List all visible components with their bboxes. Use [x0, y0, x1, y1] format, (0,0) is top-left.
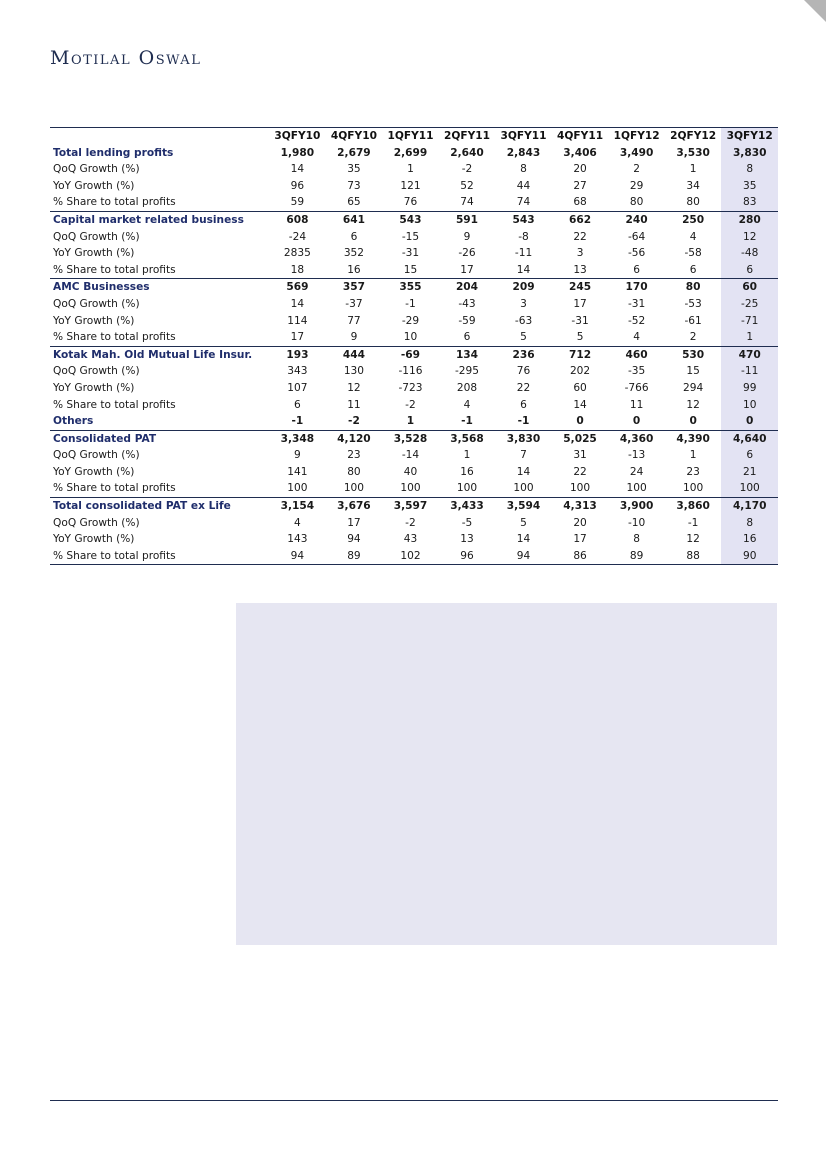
- shaded-panel: [236, 603, 777, 945]
- value-cell: 6: [463, 331, 471, 344]
- value-cell: -53: [684, 297, 702, 310]
- value-cell: 3,406: [563, 146, 597, 159]
- value-cell: -723: [398, 381, 423, 394]
- value-cell: -24: [288, 230, 307, 243]
- value-cell: 460: [608, 346, 665, 363]
- value-cell: 143: [287, 533, 308, 546]
- value-cell: 21: [721, 464, 778, 481]
- value-cell: 3: [520, 297, 527, 310]
- value-cell: 240: [608, 211, 665, 228]
- table-header-row: [50, 128, 778, 145]
- value-cell: 17: [573, 533, 587, 546]
- value-cell: -8: [518, 230, 529, 243]
- value-cell: 43: [403, 533, 418, 546]
- column-header: 3QFY10: [269, 128, 326, 145]
- value-cell: 208: [456, 381, 478, 394]
- table-row-segment: [50, 211, 778, 228]
- value-cell: 209: [495, 279, 552, 296]
- value-cell: 15: [686, 365, 700, 378]
- value-cell: 3,900: [608, 498, 665, 515]
- brand-logo: Motilal Oswal: [50, 47, 202, 69]
- value-cell: 60: [721, 279, 778, 296]
- value-cell: 204: [439, 279, 496, 296]
- value-cell: -11: [721, 363, 778, 380]
- table-row: [50, 363, 778, 380]
- value-cell: 470: [721, 346, 778, 363]
- value-cell: 77: [347, 314, 361, 327]
- value-cell: 17: [347, 516, 361, 529]
- column-header: 2QFY11: [439, 128, 496, 145]
- value-cell: 40: [403, 465, 418, 478]
- value-cell: 0: [689, 415, 697, 428]
- value-cell: -2: [405, 516, 416, 529]
- value-cell: 100: [513, 482, 534, 495]
- value-cell: 3,530: [676, 146, 710, 159]
- value-cell: -11: [514, 247, 533, 260]
- value-cell: 5: [576, 331, 584, 344]
- value-cell: 2,640: [450, 146, 484, 159]
- value-cell: 608: [269, 211, 326, 228]
- value-cell: 12: [686, 533, 700, 546]
- value-cell: 4,170: [721, 498, 778, 515]
- value-cell: -59: [458, 314, 476, 327]
- value-cell: 17: [573, 297, 587, 310]
- value-cell: 236: [495, 346, 552, 363]
- row-label: YoY Growth (%): [53, 381, 135, 394]
- value-cell: 18: [290, 263, 305, 276]
- value-cell: 543: [382, 211, 439, 228]
- value-cell: 712: [552, 346, 609, 363]
- value-cell: 35: [347, 163, 361, 176]
- value-cell: -31: [401, 247, 420, 260]
- value-cell: 100: [721, 480, 778, 497]
- table-row: [50, 262, 778, 279]
- value-cell: 4,120: [326, 430, 383, 447]
- value-cell: 14: [516, 533, 531, 546]
- value-cell: 4: [463, 398, 471, 411]
- value-cell: 2,843: [506, 146, 541, 159]
- value-cell: 9: [294, 449, 301, 462]
- value-cell: 20: [573, 516, 587, 529]
- value-cell: 4,360: [608, 430, 665, 447]
- value-cell: 60: [573, 381, 587, 394]
- row-label: Capital market related business: [50, 211, 269, 228]
- row-label: YoY Growth (%): [53, 314, 135, 327]
- table-row-segment: [50, 498, 778, 515]
- value-cell: 52: [460, 179, 474, 192]
- table-row: [50, 161, 778, 178]
- value-cell: 2835: [283, 247, 311, 260]
- row-label: % Share to total profits: [53, 482, 176, 495]
- value-cell: 96: [290, 179, 305, 192]
- value-cell: 73: [347, 179, 361, 192]
- value-cell: 12: [347, 381, 361, 394]
- value-cell: 9: [350, 331, 358, 344]
- table-row: [50, 178, 778, 195]
- value-cell: 530: [665, 346, 722, 363]
- row-label: Total consolidated PAT ex Life: [50, 498, 269, 515]
- value-cell: 3,348: [269, 430, 326, 447]
- value-cell: 94: [347, 533, 361, 546]
- value-cell: 6: [520, 398, 527, 411]
- value-cell: 16: [460, 465, 474, 478]
- row-label: YoY Growth (%): [53, 533, 135, 546]
- row-label: % Share to total profits: [53, 196, 176, 209]
- table-row-segment: [50, 279, 778, 296]
- value-cell: 4,640: [721, 430, 778, 447]
- value-cell: -13: [627, 449, 646, 462]
- value-cell: 2,679: [337, 146, 371, 159]
- value-cell: 170: [608, 279, 665, 296]
- value-cell: 100: [683, 482, 704, 495]
- row-label: QoQ Growth (%): [53, 230, 140, 243]
- value-cell: 5: [520, 331, 527, 344]
- value-cell: 100: [343, 482, 365, 495]
- value-cell: 80: [347, 465, 361, 478]
- value-cell: 34: [686, 179, 700, 192]
- column-header: 1QFY12: [608, 128, 665, 145]
- table-row-segment: [50, 413, 778, 430]
- value-cell: 94: [269, 548, 326, 565]
- value-cell: 6: [689, 263, 697, 276]
- value-cell: 22: [573, 465, 587, 478]
- value-cell: 100: [569, 482, 591, 495]
- value-cell: 1: [721, 329, 778, 346]
- value-cell: 12: [686, 398, 700, 411]
- value-cell: 444: [326, 346, 383, 363]
- value-cell: 14: [516, 263, 531, 276]
- value-cell: -1: [461, 415, 473, 428]
- value-cell: 11: [347, 398, 361, 411]
- page-corner-mark: [804, 0, 826, 22]
- value-cell: 8: [721, 515, 778, 532]
- value-cell: 1: [689, 163, 697, 176]
- value-cell: 662: [552, 211, 609, 228]
- value-cell: 22: [516, 381, 531, 394]
- value-cell: 7: [520, 449, 527, 462]
- value-cell: 11: [629, 398, 644, 411]
- value-cell: 0: [721, 413, 778, 430]
- value-cell: 641: [326, 211, 383, 228]
- value-cell: 591: [439, 211, 496, 228]
- value-cell: 3,490: [619, 146, 654, 159]
- value-cell: 134: [439, 346, 496, 363]
- value-cell: 355: [382, 279, 439, 296]
- value-cell: -766: [624, 381, 649, 394]
- value-cell: -14: [401, 449, 420, 462]
- value-cell: 6: [633, 263, 640, 276]
- value-cell: 83: [721, 194, 778, 211]
- value-cell: 23: [347, 449, 361, 462]
- column-header-highlighted: 3QFY12: [721, 128, 778, 145]
- value-cell: 543: [495, 211, 552, 228]
- value-cell: 2,699: [393, 146, 428, 159]
- value-cell: -295: [454, 365, 480, 378]
- value-cell: 102: [382, 548, 439, 565]
- value-cell: 1,980: [280, 146, 315, 159]
- row-label: YoY Growth (%): [53, 179, 135, 192]
- value-cell: 23: [686, 465, 700, 478]
- value-cell: 100: [287, 482, 308, 495]
- value-cell: 15: [403, 263, 418, 276]
- value-cell: 141: [287, 465, 308, 478]
- value-cell: 352: [343, 247, 365, 260]
- value-cell: 343: [287, 365, 308, 378]
- value-cell: 5,025: [552, 430, 609, 447]
- value-cell: 96: [439, 548, 496, 565]
- value-cell: 245: [552, 279, 609, 296]
- value-cell: -2: [461, 163, 473, 176]
- value-cell: 3,830: [721, 145, 778, 162]
- row-label: QoQ Growth (%): [53, 297, 140, 310]
- value-cell: 99: [721, 380, 778, 397]
- row-label: YoY Growth (%): [53, 247, 135, 260]
- value-cell: -15: [401, 230, 420, 243]
- value-cell: 4: [633, 331, 640, 344]
- column-header: 2QFY12: [665, 128, 722, 145]
- row-label: Consolidated PAT: [50, 430, 269, 447]
- row-label: % Share to total profits: [53, 263, 176, 276]
- value-cell: -61: [684, 314, 702, 327]
- value-cell: 3,433: [439, 498, 496, 515]
- value-cell: 4,390: [665, 430, 722, 447]
- table-row: [50, 447, 778, 464]
- value-cell: -31: [627, 297, 646, 310]
- value-cell: -71: [721, 313, 778, 330]
- value-cell: 20: [573, 163, 587, 176]
- value-cell: -56: [627, 247, 646, 260]
- value-cell: -29: [401, 314, 420, 327]
- value-cell: 294: [683, 381, 704, 394]
- table-row: [50, 397, 778, 414]
- row-label: % Share to total profits: [53, 398, 176, 411]
- row-label: % Share to total profits: [53, 331, 176, 344]
- value-cell: 100: [400, 482, 421, 495]
- value-cell: -5: [461, 516, 473, 529]
- value-cell: 44: [516, 179, 531, 192]
- row-label: % Share to total profits: [50, 548, 269, 565]
- value-cell: 5: [520, 516, 527, 529]
- value-cell: 100: [456, 482, 478, 495]
- value-cell: 6: [350, 230, 358, 243]
- value-cell: 80: [686, 196, 700, 209]
- value-cell: 17: [460, 263, 474, 276]
- value-cell: 17: [290, 331, 305, 344]
- value-cell: 1: [406, 415, 415, 428]
- value-cell: 1: [407, 163, 414, 176]
- value-cell: 2: [689, 331, 697, 344]
- value-cell: 3,830: [495, 430, 552, 447]
- row-label: AMC Businesses: [50, 279, 269, 296]
- value-cell: 569: [269, 279, 326, 296]
- value-cell: -48: [721, 245, 778, 262]
- value-cell: 13: [573, 263, 587, 276]
- value-cell: -1: [517, 415, 530, 428]
- footer-divider: [50, 1100, 778, 1101]
- row-label: Kotak Mah. Old Mutual Life Insur.: [50, 346, 269, 363]
- value-cell: 0: [632, 415, 641, 428]
- value-cell: 3,594: [495, 498, 552, 515]
- value-cell: 250: [665, 211, 722, 228]
- value-cell: 114: [287, 314, 308, 327]
- value-cell: 80: [629, 196, 644, 209]
- table-row: [50, 548, 778, 565]
- value-cell: -58: [684, 247, 702, 260]
- column-header: 4QFY11: [552, 128, 609, 145]
- table-row-segment: [50, 346, 778, 363]
- row-label: Total lending profits: [53, 146, 174, 159]
- value-cell: 14: [516, 465, 531, 478]
- value-cell: -1: [687, 516, 699, 529]
- value-cell: 130: [343, 365, 365, 378]
- value-cell: 6: [721, 447, 778, 464]
- value-cell: -26: [458, 247, 476, 260]
- value-cell: 3: [576, 247, 584, 260]
- value-cell: 3,568: [439, 430, 496, 447]
- value-cell: 0: [576, 415, 584, 428]
- segment-profits-table: [50, 127, 778, 565]
- value-cell: -10: [627, 516, 646, 529]
- row-label: Others: [53, 415, 94, 428]
- value-cell: 1: [463, 449, 471, 462]
- value-cell: 68: [573, 196, 587, 209]
- value-cell: -69: [382, 346, 439, 363]
- value-cell: 12: [721, 229, 778, 246]
- value-cell: 76: [516, 365, 531, 378]
- value-cell: 65: [347, 196, 361, 209]
- value-cell: 10: [721, 397, 778, 414]
- table-body: [50, 145, 778, 565]
- value-cell: -25: [721, 296, 778, 313]
- value-cell: 76: [403, 196, 418, 209]
- value-cell: 35: [721, 178, 778, 195]
- value-cell: 88: [665, 548, 722, 565]
- value-cell: 4: [689, 230, 697, 243]
- value-cell: 100: [626, 482, 647, 495]
- header-label-cell: [50, 128, 269, 145]
- table-row: [50, 464, 778, 481]
- value-cell: -31: [571, 314, 589, 327]
- value-cell: 107: [287, 381, 308, 394]
- column-header: 4QFY10: [326, 128, 383, 145]
- value-cell: -2: [348, 415, 360, 428]
- row-label: QoQ Growth (%): [53, 365, 140, 378]
- value-cell: 80: [665, 279, 722, 296]
- value-cell: 22: [573, 230, 587, 243]
- value-cell: 280: [721, 211, 778, 228]
- value-cell: 10: [403, 331, 418, 344]
- value-cell: 90: [721, 548, 778, 565]
- value-cell: 94: [495, 548, 552, 565]
- row-label: QoQ Growth (%): [53, 449, 140, 462]
- value-cell: 121: [400, 179, 421, 192]
- column-header: 3QFY11: [495, 128, 552, 145]
- value-cell: 193: [269, 346, 326, 363]
- value-cell: 89: [326, 548, 383, 565]
- value-cell: 6: [721, 262, 778, 279]
- value-cell: 6: [294, 398, 301, 411]
- value-cell: 3,597: [382, 498, 439, 515]
- value-cell: 8: [633, 533, 640, 546]
- value-cell: 2: [633, 163, 640, 176]
- value-cell: -63: [514, 314, 533, 327]
- value-cell: 4,313: [552, 498, 609, 515]
- value-cell: 14: [290, 163, 305, 176]
- value-cell: 4: [294, 516, 301, 529]
- value-cell: -43: [458, 297, 476, 310]
- value-cell: 13: [460, 533, 474, 546]
- value-cell: 3,860: [665, 498, 722, 515]
- value-cell: 74: [460, 196, 474, 209]
- value-cell: 14: [573, 398, 587, 411]
- value-cell: 74: [516, 196, 531, 209]
- table-row-segment: [50, 430, 778, 447]
- value-cell: 8: [721, 161, 778, 178]
- value-cell: -37: [345, 297, 363, 310]
- table-row: [50, 194, 778, 211]
- value-cell: -1: [291, 415, 304, 428]
- value-cell: 357: [326, 279, 383, 296]
- value-cell: -116: [398, 365, 423, 378]
- value-cell: 1: [689, 449, 697, 462]
- value-cell: 3,676: [326, 498, 383, 515]
- value-cell: 86: [552, 548, 609, 565]
- table-row-segment: [50, 145, 778, 162]
- table-row: [50, 313, 778, 330]
- value-cell: 16: [347, 263, 361, 276]
- value-cell: -35: [627, 365, 646, 378]
- value-cell: 29: [629, 179, 644, 192]
- row-label: YoY Growth (%): [53, 465, 135, 478]
- value-cell: -64: [627, 230, 646, 243]
- value-cell: 3,528: [382, 430, 439, 447]
- value-cell: -1: [405, 297, 416, 310]
- value-cell: 31: [573, 449, 587, 462]
- column-header: 1QFY11: [382, 128, 439, 145]
- value-cell: 59: [290, 196, 305, 209]
- table-row: [50, 329, 778, 346]
- value-cell: 9: [463, 230, 471, 243]
- table-row: [50, 245, 778, 262]
- table-row: [50, 480, 778, 497]
- value-cell: -2: [405, 398, 416, 411]
- row-label: QoQ Growth (%): [53, 163, 140, 176]
- value-cell: 89: [608, 548, 665, 565]
- value-cell: 8: [520, 163, 527, 176]
- table-row: [50, 296, 778, 313]
- value-cell: 202: [569, 365, 591, 378]
- table-row: [50, 531, 778, 548]
- row-label: QoQ Growth (%): [53, 516, 140, 529]
- table-row: [50, 380, 778, 397]
- value-cell: 16: [721, 531, 778, 548]
- value-cell: 3,154: [269, 498, 326, 515]
- value-cell: -52: [627, 314, 646, 327]
- value-cell: 24: [629, 465, 644, 478]
- table-row: [50, 229, 778, 246]
- value-cell: 27: [573, 179, 587, 192]
- table-row: [50, 515, 778, 532]
- value-cell: 14: [290, 297, 305, 310]
